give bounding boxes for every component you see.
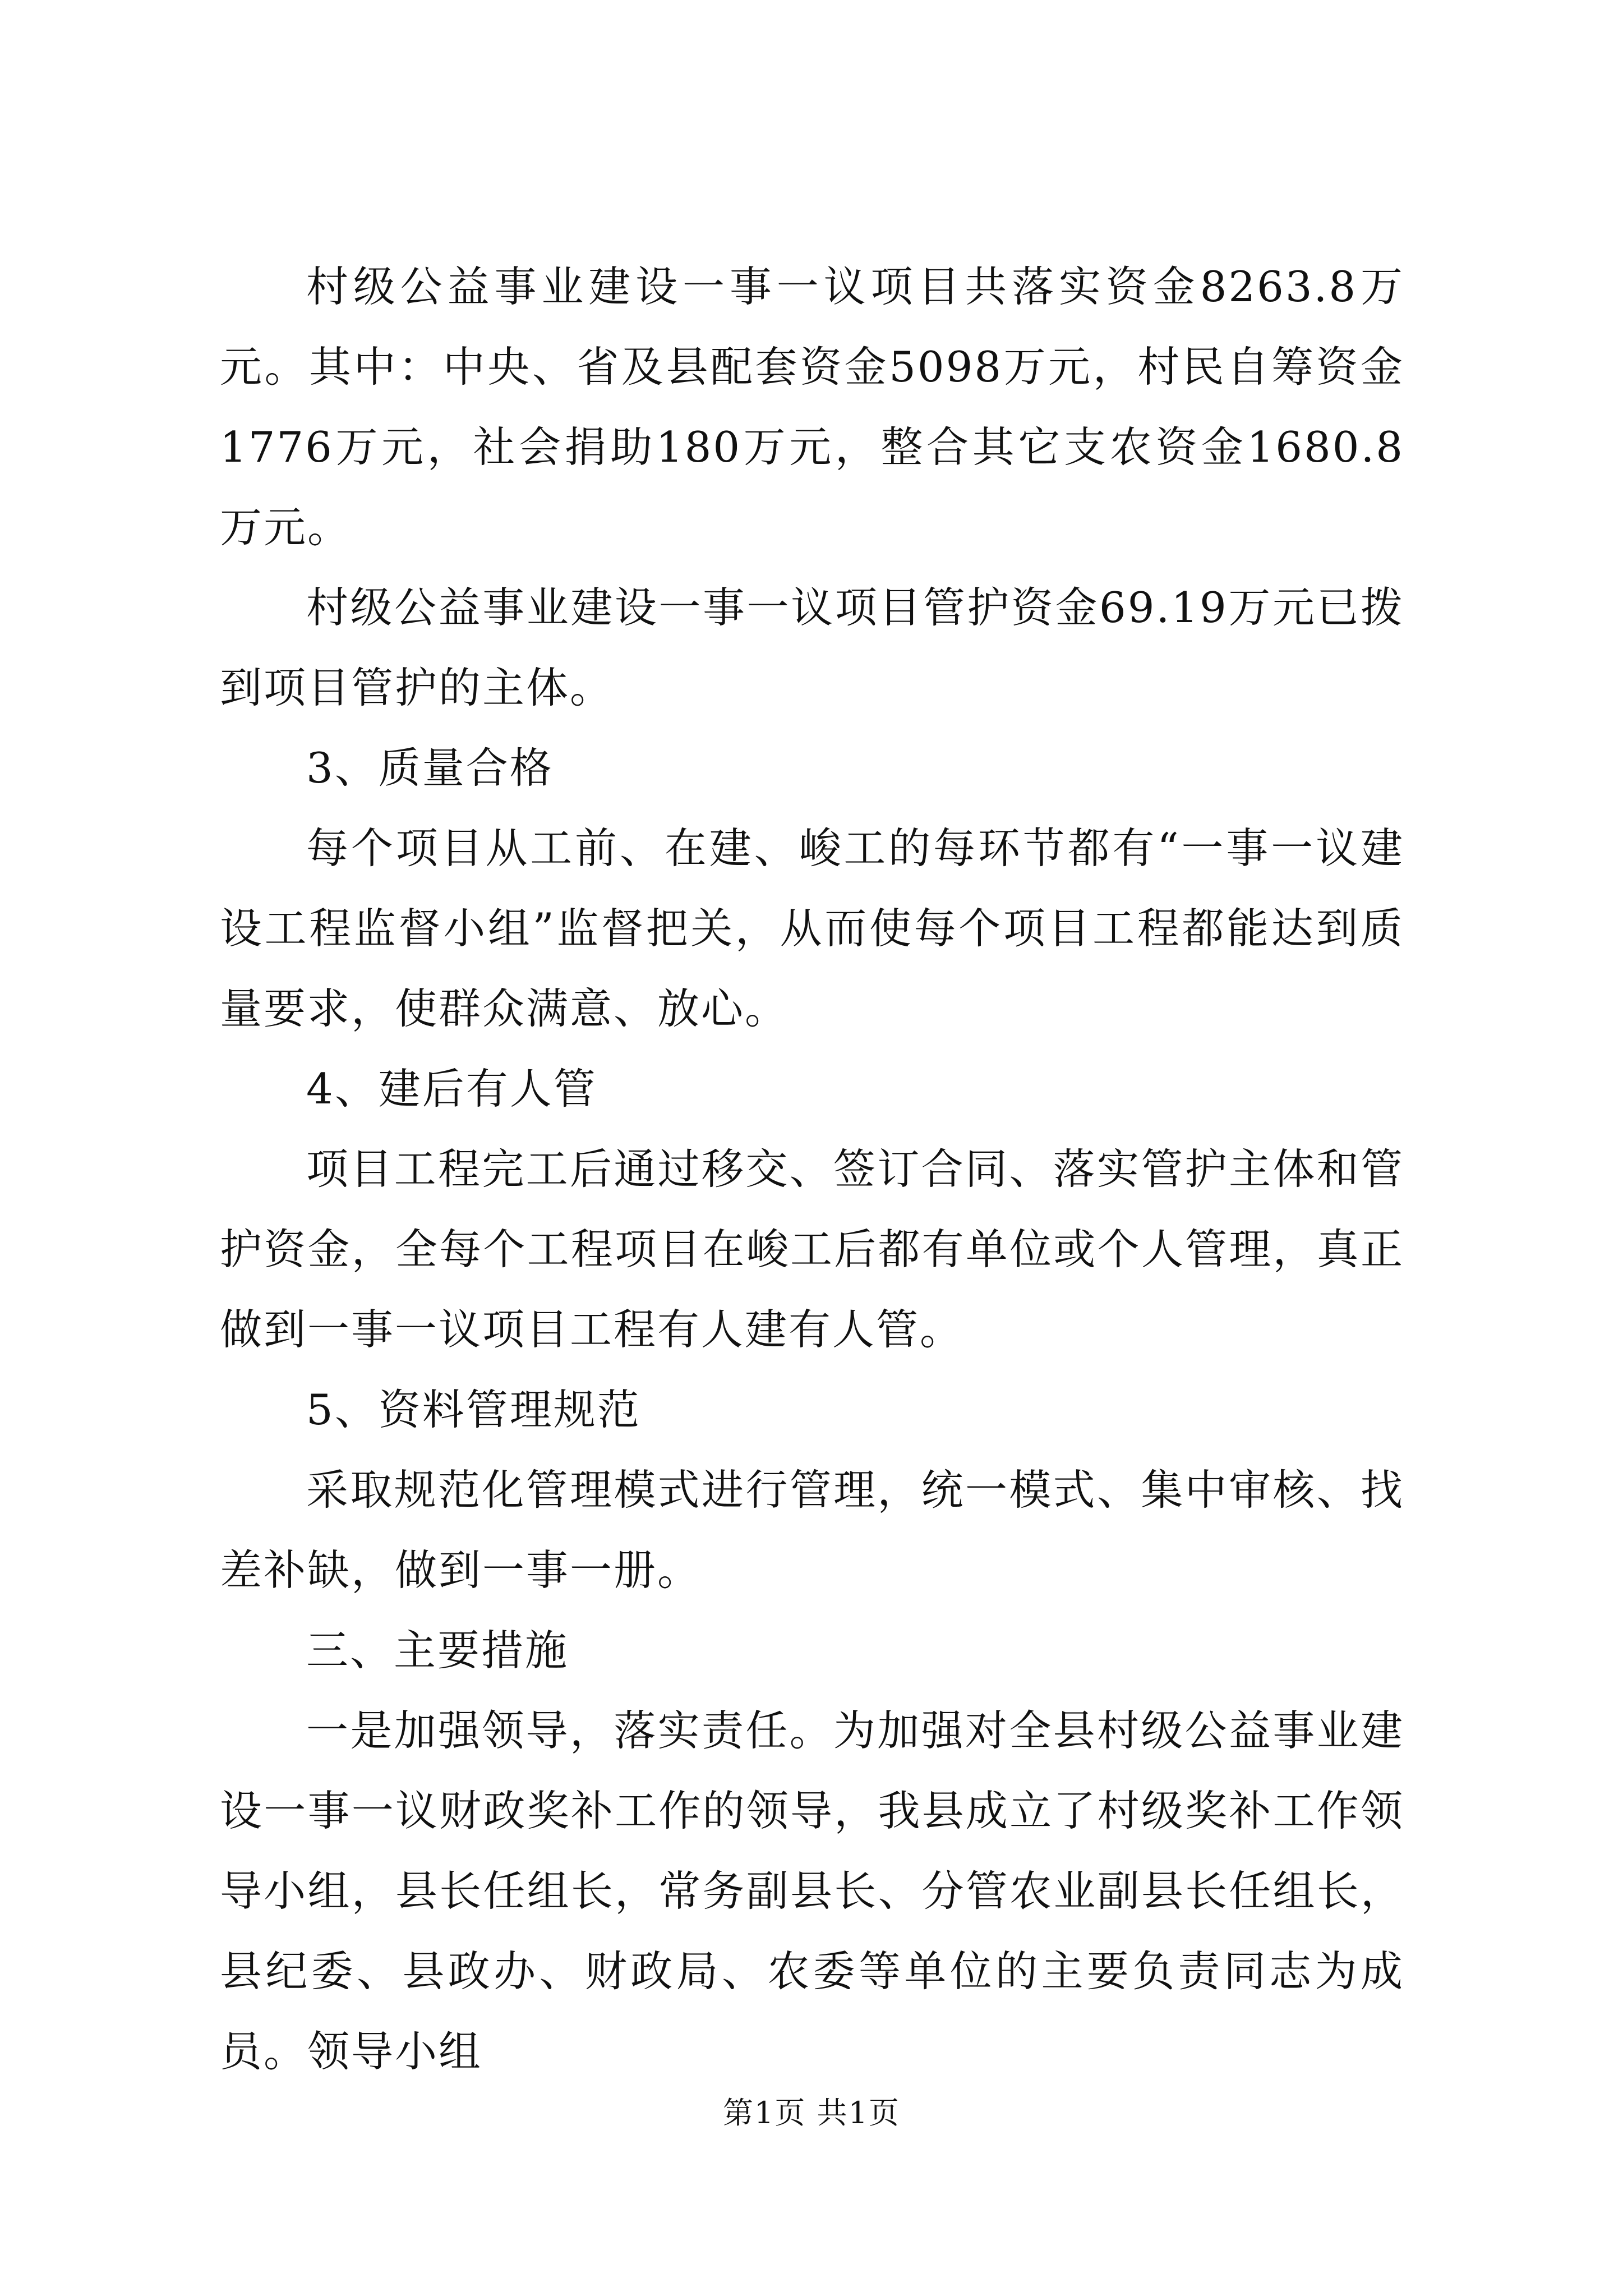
paragraph-post-construction-management: 项目工程完工后通过移交、签订合同、落实管护主体和管护资金，全每个工程项目在峻工后都有单位或个人管理，真正做到一事一议项目工程有人建有人管。 — [220, 1144, 1404, 1354]
page-number-footer: 第1页 共1页 — [723, 2095, 900, 2131]
heading-main-measures: 三、主要措施 — [306, 1626, 569, 1675]
paragraph-leadership: 一是加强领导，落实责任。为加强对全县村级公益事业建设一事一议财政奖补工作的领导，我县成立了村级奖补工作领导小组，县长任组长，常务副县长、分管农业副县长任组长，县纪委、县政办、财政局、农委等单位的主要负责同志为成员。领导小组 — [220, 1706, 1404, 2076]
heading-quality: 3、质量合格 — [306, 743, 554, 793]
paragraph-funding-total: 村级公益事业建设一事一议项目共落实资金8263.8万元。其中：中央、省及县配套资金5098万元，村民自筹资金1776万元，社会捐助180万元，整合其它支农资金1680.8万元。 — [220, 262, 1404, 552]
paragraph-quality: 每个项目从工前、在建、峻工的每环节都有“一事一议建设工程监督小组”监督把关，从而使每个项目工程都能达到质量要求，使群众满意、放心。 — [220, 823, 1404, 1033]
document-body — [220, 247, 1404, 2092]
paragraph-records-management: 采取规范化管理模式进行管理，统一模式、集中审核、找差补缺，做到一事一册。 — [220, 1465, 1404, 1595]
paragraph-maintenance-funds: 村级公益事业建设一事一议项目管护资金69.19万元已拨到项目管护的主体。 — [220, 583, 1404, 712]
heading-post-construction-management: 4、建后有人管 — [306, 1064, 597, 1114]
heading-records-management: 5、资料管理规范 — [306, 1385, 641, 1434]
